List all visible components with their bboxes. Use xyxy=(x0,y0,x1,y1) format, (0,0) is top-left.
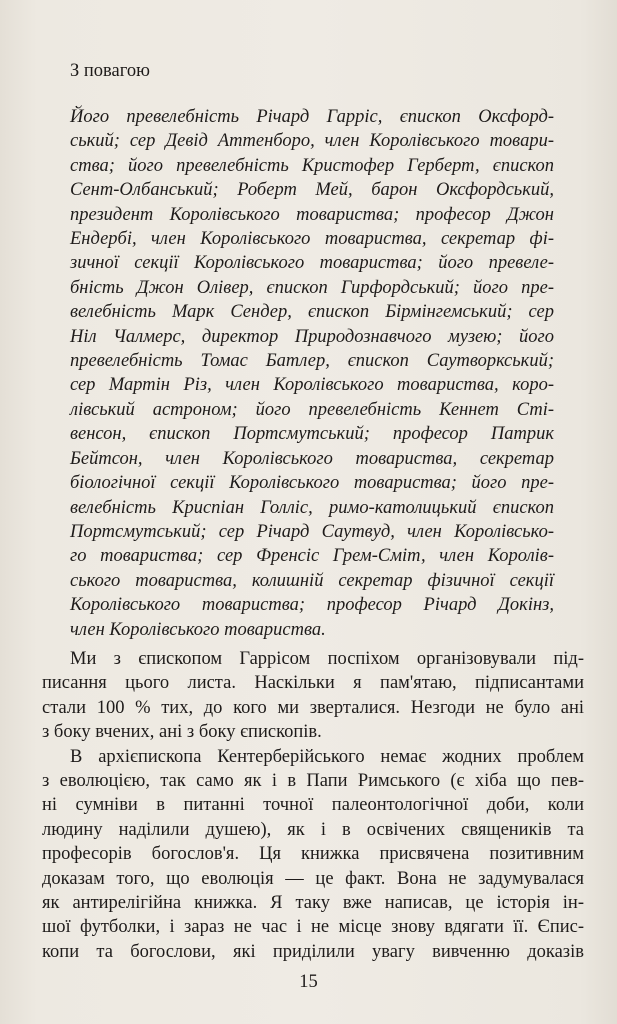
page-number: 15 xyxy=(299,972,318,992)
body-line: як антирелігійна книжка. Я таку вже написав, це історія ін- xyxy=(42,893,584,914)
body-line: професорів богослов'я. Ця книжка присвячена позитивним xyxy=(42,844,584,865)
signatories-line: Портсмутський; сер Річард Саутвуд, член Королівсько- xyxy=(70,521,554,542)
body-line: з еволюцією, так само як і в Папи Римського (є хіба що пев- xyxy=(42,771,584,792)
signatories-line: президент Королівського товариства; професор Джон xyxy=(70,204,554,225)
signatories-line: член Королівського товариства. xyxy=(70,619,326,640)
signatories-line: велебність Криспіан Голліс, римо-католицький єпископ xyxy=(70,497,554,518)
signatories-line: ський; сер Девід Аттенборо, член Королівського товари- xyxy=(70,131,554,152)
signatories-line: бність Джон Олівер, єпископ Гирфордський; його пре- xyxy=(70,277,554,298)
signatories-line: ського товариства, колишній секретар фізичної секції xyxy=(70,570,554,591)
body-line: доказам того, що еволюція — це факт. Вона не задумувалася xyxy=(42,868,584,889)
signatories-line: го товариства; сер Френсіс Грем-Сміт, член Королів- xyxy=(70,546,554,567)
signatories-line: зичної секції Королівського товариства; його превеле- xyxy=(70,253,554,274)
body-line: стали 100 % тих, до кого ми зверталися. Незгоди не було ані xyxy=(42,697,584,718)
signatories-line: лівський астроном; його превелебність Кеннет Сті- xyxy=(70,399,554,420)
body-line: людину наділили душею), як і в освічених священиків та xyxy=(42,819,584,840)
signatories-line: Ніл Чалмерс, директор Природознавчого музею; його xyxy=(70,326,554,347)
body-line: В архієпископа Кентерберійського немає жодних проблем xyxy=(70,746,584,767)
body-line: з боку вчених, ані з боку єпископів. xyxy=(42,722,322,743)
signatories-line: Бейтсон, член Королівського товариства, секретар xyxy=(70,448,554,469)
body-paragraphs xyxy=(42,647,584,964)
body-line: шої футболки, і зараз не час і не місце знову вдягати її. Єпис- xyxy=(42,917,584,938)
signatories-list xyxy=(70,105,554,642)
signatories-line: превелебність Томас Батлер, єпископ Саутворкський; xyxy=(70,351,554,372)
body-line: копи та богослови, які приділили увагу вивченню доказів xyxy=(42,941,584,962)
signatories-line: сер Мартін Різ, член Королівського товариства, коро- xyxy=(70,375,554,396)
signatories-line: Ендербі, член Королівського товариства, секретар фі- xyxy=(70,229,554,250)
signatories-line: венсон, єпископ Портсмутський; професор Патрик xyxy=(70,424,554,445)
signatories-line: біологічної секції Королівського товариства; його пре- xyxy=(70,473,554,494)
body-line: ні сумніви в питанні точної палеонтологічної доби, коли xyxy=(42,795,584,816)
salutation: З повагою xyxy=(70,61,150,81)
signatories-line: Його превелебність Річард Гарріс, єпископ Оксфорд- xyxy=(70,107,554,127)
body-line: Ми з єпископом Гаррісом поспіхом організовували під- xyxy=(70,649,584,669)
signatories-line: велебність Марк Сендер, єпископ Бірмінгемський; сер xyxy=(70,302,554,323)
signatories-line: Сент-Олбанський; Роберт Мей, барон Оксфордський, xyxy=(70,180,554,201)
body-line: писання цього листа. Наскільки я пам'ятаю, підписантами xyxy=(42,673,584,694)
signatories-line: ства; його превелебність Кристофер Герберт, єпископ xyxy=(70,155,554,176)
signatories-line: Королівського товариства; професор Річард Докінз, xyxy=(70,595,554,616)
